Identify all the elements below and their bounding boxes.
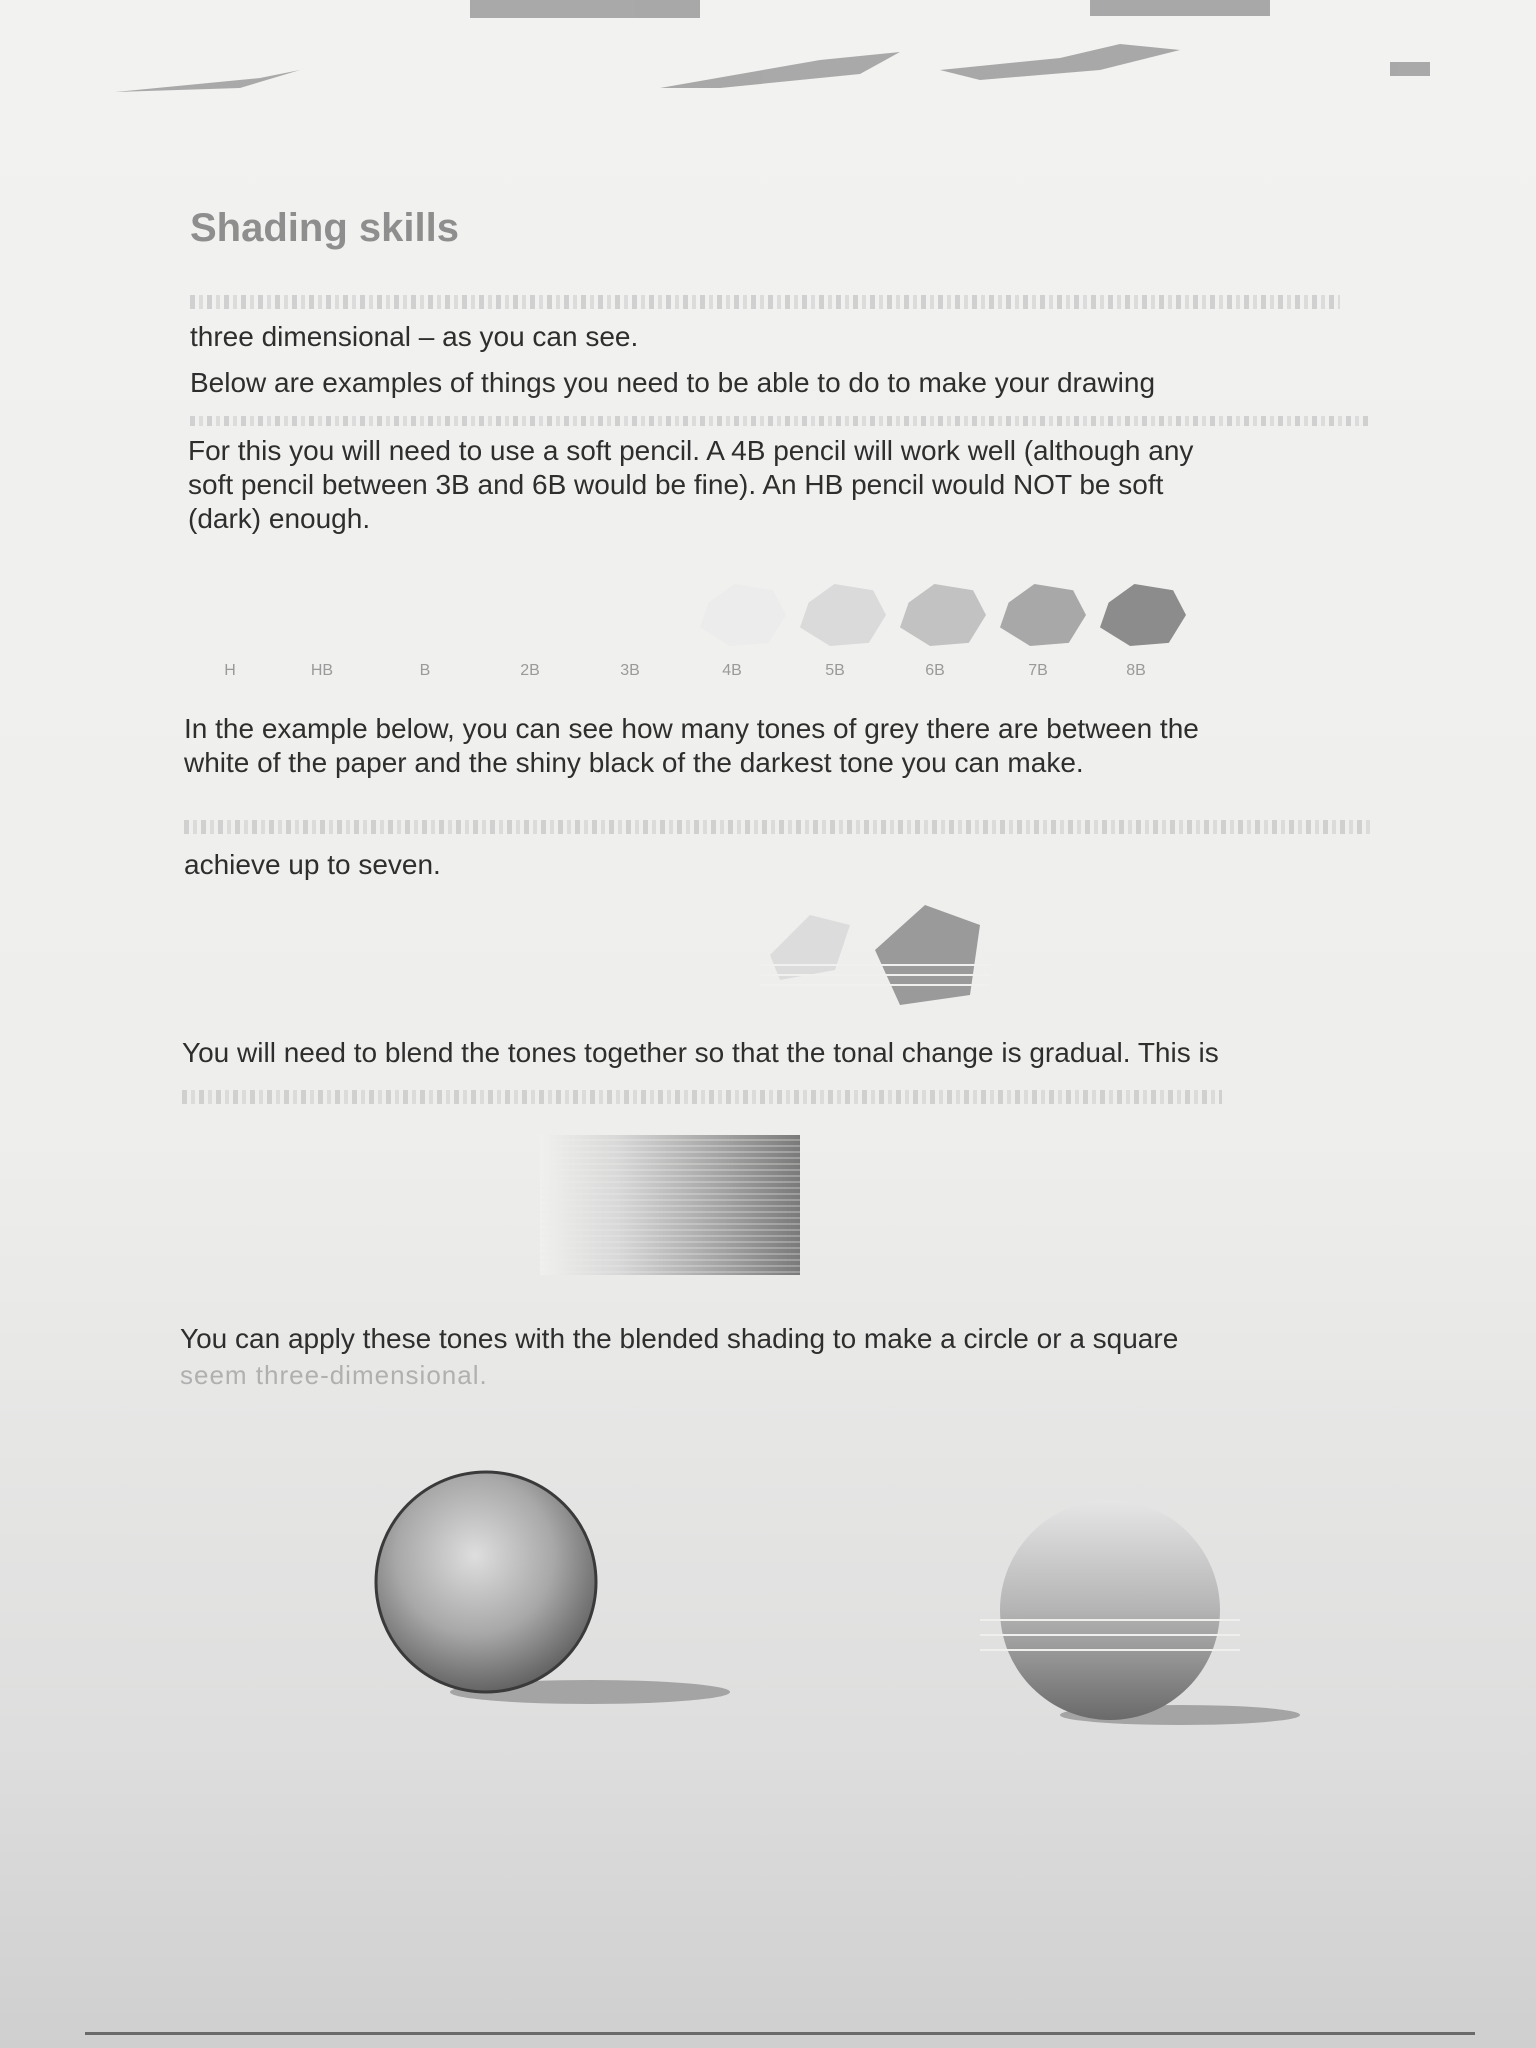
pencil-line-2: soft pencil between 3B and 6B would be fine). An HB pencil would NOT be soft xyxy=(188,469,1164,500)
tones-line-2: white of the paper and the shiny black of the darkest tone you can make. xyxy=(184,747,1084,778)
blended-shading-bar xyxy=(540,1135,800,1275)
faded-text-line xyxy=(184,820,1374,834)
pencil-line-3: (dark) enough. xyxy=(188,503,371,534)
shaded-circle-illustration xyxy=(880,1470,1320,1750)
apply-line: You can apply these tones with the blended shading to make a circle or a square xyxy=(180,1323,1179,1354)
pencil-paragraph xyxy=(188,434,1193,536)
footer-rule xyxy=(85,2032,1475,2035)
page-title: Shading skills xyxy=(190,206,459,250)
tone-swatch xyxy=(1100,584,1186,646)
tone-swatch xyxy=(700,584,786,646)
grade-label: 6B xyxy=(925,662,945,679)
grade-label: B xyxy=(419,662,431,679)
faded-text-line xyxy=(190,295,1340,309)
grade-label: 4B xyxy=(722,662,742,679)
blend-line: You will need to blend the tones together so that the tonal change is gradual. This is xyxy=(182,1037,1219,1068)
grade-label: 2B xyxy=(520,662,540,679)
smudged-header xyxy=(0,0,1536,110)
tones-paragraph xyxy=(184,712,1199,780)
grade-label: H xyxy=(224,662,236,679)
tone-swatch xyxy=(1000,584,1086,646)
shaded-sphere-illustration xyxy=(360,1470,730,1710)
faded-text-line xyxy=(182,1090,1222,1104)
grade-label: HB xyxy=(310,662,334,679)
pencil-grade-scale xyxy=(210,570,1210,680)
grade-label: 5B xyxy=(825,662,845,679)
intro-line: three dimensional – as you can see. xyxy=(190,321,639,352)
pencil-line-1: For this you will need to use a soft pencil. A 4B pencil will work well (although any xyxy=(188,435,1194,466)
tone-swatch xyxy=(800,584,886,646)
grade-label: 3B xyxy=(620,662,640,679)
grade-label: 7B xyxy=(1028,662,1048,679)
faded-text-line xyxy=(190,416,1370,426)
seven-line: achieve up to seven. xyxy=(184,849,441,880)
examples-line: Below are examples of things you need to be able to do to make your drawing xyxy=(190,367,1156,398)
grade-label: 8B xyxy=(1126,662,1146,679)
apply-line-2: seem three-dimensional. xyxy=(180,1360,488,1390)
tone-patches xyxy=(660,895,1000,1015)
tone-swatch xyxy=(900,584,986,646)
tones-line-1: In the example below, you can see how many tones of grey there are between the xyxy=(184,713,1199,744)
